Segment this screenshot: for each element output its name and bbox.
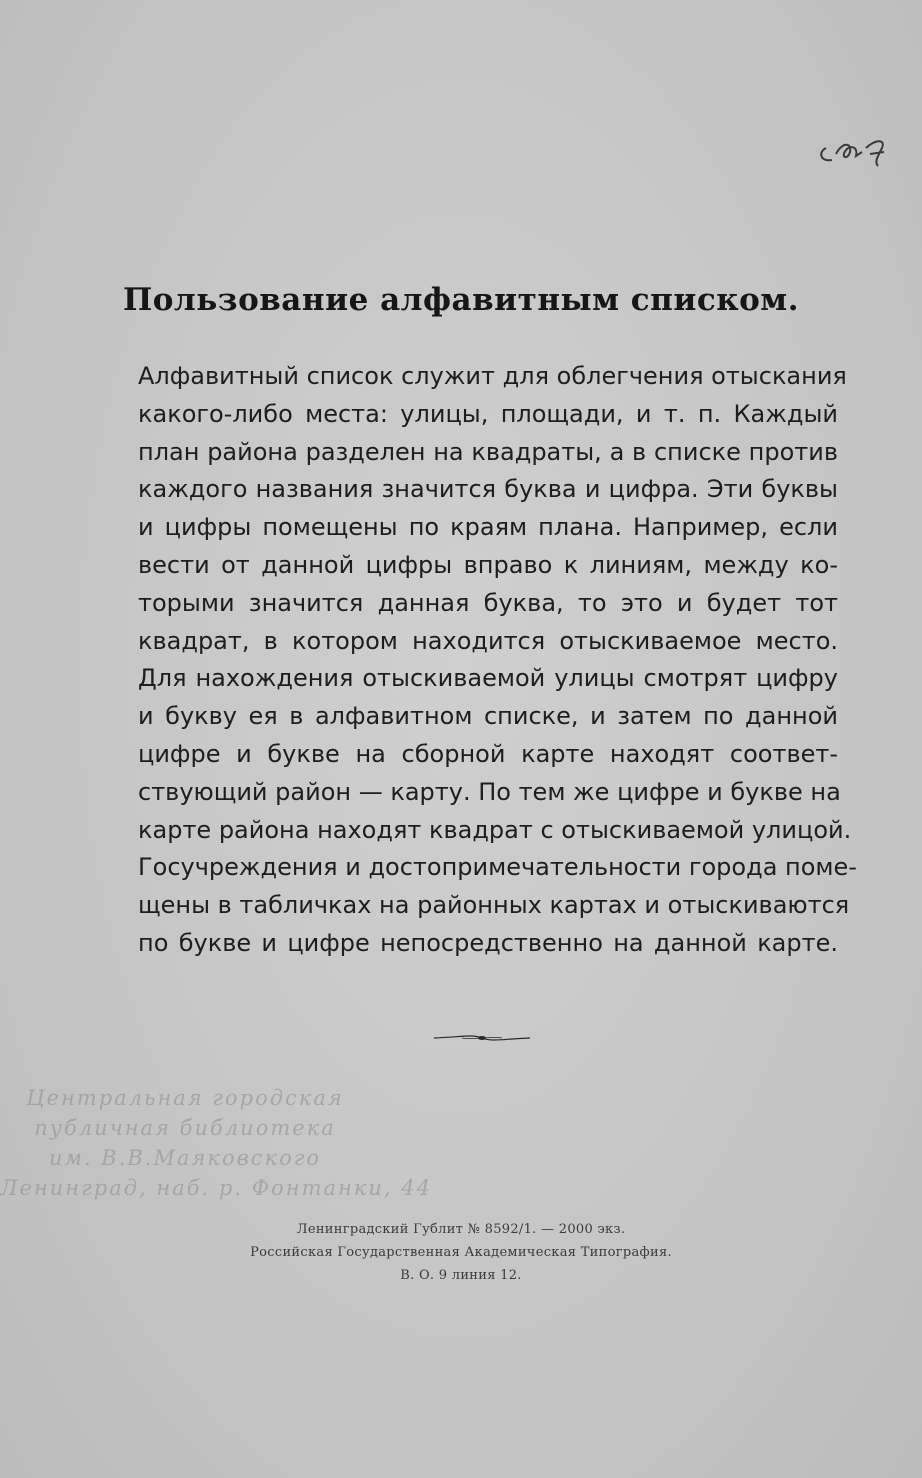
stamp-line: публичная библиотека (34, 1116, 336, 1140)
paragraph-line: Госучреждения и достопримечательности города поме- (138, 853, 857, 882)
paragraph-line: план района разделен на квадраты, а в списке против (138, 437, 838, 466)
imprint-address-line: В. О. 9 линия 12. (400, 1268, 522, 1283)
ornament-divider-icon (432, 1028, 532, 1048)
paragraph-line: Для нахождения отыскиваемой улицы смотрят цифру (138, 664, 838, 693)
stamp-line: Центральная городская (26, 1086, 344, 1110)
instructions-paragraph (138, 358, 857, 963)
paragraph-line: торыми значится данная буква, то это и будет тот (138, 588, 838, 617)
paragraph-line: по букве и цифре непосредственно на данной карте. (138, 928, 838, 957)
paragraph-line: карте района находят квадрат с отыскиваемой улицой. (138, 815, 852, 844)
paragraph-line: квадрат, в котором находится отыскиваемое место. (138, 626, 838, 655)
handwritten-page-number-mark (812, 118, 902, 178)
stamp-line: Ленинград, наб. р. Фонтанки, 44 (0, 1176, 433, 1200)
library-stamp (0, 1080, 433, 1210)
paragraph-line: какого-либо места: улицы, площади, и т. п. Каждый (138, 399, 838, 428)
imprint-censor-line: Ленинградский Гублит № 8592/1. — 2000 экз. (296, 1222, 626, 1237)
paragraph-line: и цифры помещены по краям плана. Например, если (138, 513, 838, 542)
paragraph-line: ствующий район — карту. По тем же цифре и букве на (138, 777, 841, 806)
paragraph-line: каждого названия значится буква и цифра. Эти буквы (138, 475, 838, 504)
printing-imprint (0, 1218, 922, 1287)
paragraph-line: щены в табличках на районных картах и отыскиваются (138, 891, 850, 920)
paragraph-line: и букву ея в алфавитном списке, и затем по данной (138, 702, 838, 731)
paragraph-line: Алфавитный список служит для облегчения отыскания (138, 362, 847, 390)
stamp-line: им. В.В.Маяковского (48, 1146, 322, 1170)
page-title: Пользование алфавитным списком. (122, 282, 800, 318)
imprint-printer-line: Российская Государственная Академическая Типография. (250, 1245, 672, 1260)
paragraph-line: вести от данной цифры вправо к линиям, между ко- (138, 550, 838, 579)
paragraph-line: цифре и букве на сборной карте находят соответ- (138, 739, 838, 768)
